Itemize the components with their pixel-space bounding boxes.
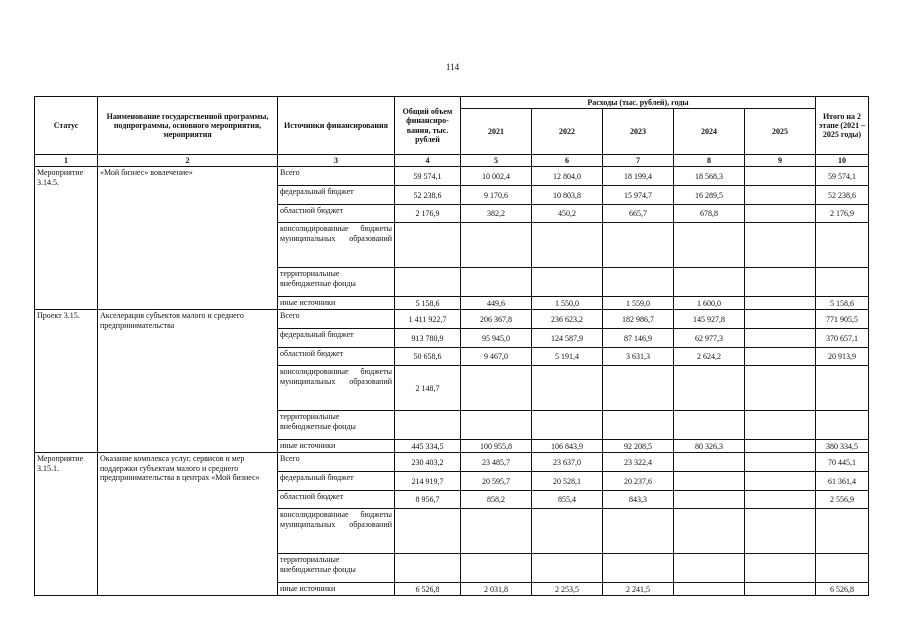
cell-total: 214 919,7 — [395, 472, 461, 491]
row-source: областной бюджет — [278, 491, 395, 509]
cell-y2021: 2 031,8 — [461, 583, 532, 596]
cell-stage — [816, 411, 869, 440]
row-source: областной бюджет — [278, 205, 395, 223]
cell-y2025 — [745, 453, 816, 472]
header-stage-total: Итого на 2 этапе (2021 – 2025 годы) — [816, 97, 869, 155]
column-number: 8 — [674, 155, 745, 167]
cell-y2022: 855,4 — [532, 491, 603, 509]
cell-y2021 — [461, 223, 532, 268]
column-number: 2 — [98, 155, 278, 167]
cell-y2025 — [745, 509, 816, 554]
cell-y2025 — [745, 440, 816, 453]
row-status: Проект 3.15. — [35, 310, 98, 453]
column-number: 3 — [278, 155, 395, 167]
cell-y2021: 858,2 — [461, 491, 532, 509]
cell-y2025 — [745, 186, 816, 205]
cell-stage: 52 238,6 — [816, 186, 869, 205]
cell-stage: 20 913,9 — [816, 348, 869, 366]
cell-stage — [816, 554, 869, 583]
column-number: 1 — [35, 155, 98, 167]
row-source: консолидированные бюджеты муниципальных образований — [278, 223, 395, 268]
cell-total: 5 158,6 — [395, 297, 461, 310]
cell-y2024 — [674, 509, 745, 554]
row-status: Мероприятие 3.14.5. — [35, 167, 98, 310]
cell-total — [395, 509, 461, 554]
cell-y2025 — [745, 366, 816, 411]
cell-y2023: 843,3 — [603, 491, 674, 509]
financing-table — [34, 96, 869, 596]
cell-y2021: 95 945,0 — [461, 329, 532, 348]
cell-y2022 — [532, 223, 603, 268]
header-year: 2023 — [603, 109, 674, 155]
row-name: «Мой бизнес» вовлечение» — [98, 167, 278, 310]
row-source: консолидированные бюджеты муниципальных образований — [278, 509, 395, 554]
cell-y2021: 100 955,8 — [461, 440, 532, 453]
cell-y2023: 3 631,3 — [603, 348, 674, 366]
cell-y2023: 23 322,4 — [603, 453, 674, 472]
cell-y2024 — [674, 223, 745, 268]
cell-y2023: 182 986,7 — [603, 310, 674, 329]
cell-y2024: 80 326,3 — [674, 440, 745, 453]
cell-y2021: 382,2 — [461, 205, 532, 223]
cell-y2022: 20 528,1 — [532, 472, 603, 491]
row-source: иные источники — [278, 440, 395, 453]
cell-y2021 — [461, 366, 532, 411]
cell-total: 52 238,6 — [395, 186, 461, 205]
cell-y2024 — [674, 472, 745, 491]
row-source: консолидированные бюджеты муниципальных образований — [278, 366, 395, 411]
table-row — [35, 453, 869, 472]
cell-y2022 — [532, 411, 603, 440]
cell-y2025 — [745, 491, 816, 509]
cell-total — [395, 223, 461, 268]
cell-total: 1 411 922,7 — [395, 310, 461, 329]
row-name: Акселерация субъектов малого и среднего предпринимательства — [98, 310, 278, 453]
cell-y2022: 23 637,0 — [532, 453, 603, 472]
cell-y2022 — [532, 366, 603, 411]
page-number: 114 — [445, 62, 460, 72]
cell-stage — [816, 509, 869, 554]
row-source: Всего — [278, 167, 395, 186]
cell-y2022: 106 843,9 — [532, 440, 603, 453]
cell-stage: 2 556,9 — [816, 491, 869, 509]
cell-y2022 — [532, 554, 603, 583]
cell-y2022: 12 804,0 — [532, 167, 603, 186]
cell-y2021: 9 170,6 — [461, 186, 532, 205]
cell-y2022: 5 191,4 — [532, 348, 603, 366]
cell-y2024: 145 927,8 — [674, 310, 745, 329]
cell-y2023 — [603, 509, 674, 554]
cell-stage — [816, 268, 869, 297]
cell-total — [395, 268, 461, 297]
column-number: 10 — [816, 155, 869, 167]
cell-y2025 — [745, 472, 816, 491]
cell-y2024 — [674, 268, 745, 297]
cell-stage: 771 905,5 — [816, 310, 869, 329]
cell-y2024 — [674, 583, 745, 596]
cell-y2023: 665,7 — [603, 205, 674, 223]
cell-y2021: 23 485,7 — [461, 453, 532, 472]
header-year: 2021 — [461, 109, 532, 155]
cell-y2025 — [745, 205, 816, 223]
header-total: Общий объем финансиро-вания, тыс. рублей — [395, 97, 461, 155]
row-name: Оказание комплекса услуг, сервисов и мер поддержки субъектам малого и среднего предпринимательства в центрах «Мой бизнес» — [98, 453, 278, 596]
cell-y2023: 15 974,7 — [603, 186, 674, 205]
cell-y2024: 1 600,0 — [674, 297, 745, 310]
cell-total — [395, 554, 461, 583]
table-row — [35, 310, 869, 329]
cell-y2025 — [745, 223, 816, 268]
cell-stage: 61 361,4 — [816, 472, 869, 491]
row-source: Всего — [278, 453, 395, 472]
cell-total: 913 780,9 — [395, 329, 461, 348]
cell-y2021: 449,6 — [461, 297, 532, 310]
cell-y2021 — [461, 509, 532, 554]
cell-y2024: 678,8 — [674, 205, 745, 223]
cell-y2024: 62 977,3 — [674, 329, 745, 348]
cell-y2023: 2 241,5 — [603, 583, 674, 596]
cell-y2024 — [674, 491, 745, 509]
header-year: 2022 — [532, 109, 603, 155]
cell-y2022: 124 587,9 — [532, 329, 603, 348]
row-source: федеральный бюджет — [278, 472, 395, 491]
header-year: 2024 — [674, 109, 745, 155]
cell-y2022: 10 803,8 — [532, 186, 603, 205]
cell-total: 2 148,7 — [395, 366, 461, 411]
cell-y2023 — [603, 366, 674, 411]
row-source: территориальные внебюджетные фонды — [278, 411, 395, 440]
cell-y2023 — [603, 554, 674, 583]
cell-stage: 370 657,1 — [816, 329, 869, 348]
table-row — [35, 167, 869, 186]
cell-y2024 — [674, 411, 745, 440]
header-year: 2025 — [745, 109, 816, 155]
cell-y2021 — [461, 268, 532, 297]
row-source: территориальные внебюджетные фонды — [278, 268, 395, 297]
row-source: территориальные внебюджетные фонды — [278, 554, 395, 583]
cell-total: 6 526,8 — [395, 583, 461, 596]
cell-y2024: 16 289,5 — [674, 186, 745, 205]
cell-stage: 380 334,5 — [816, 440, 869, 453]
column-number: 5 — [461, 155, 532, 167]
row-source: Всего — [278, 310, 395, 329]
cell-total — [395, 411, 461, 440]
cell-y2024: 2 624,2 — [674, 348, 745, 366]
row-source: иные источники — [278, 583, 395, 596]
row-source: областной бюджет — [278, 348, 395, 366]
cell-y2025 — [745, 268, 816, 297]
row-source: федеральный бюджет — [278, 329, 395, 348]
cell-y2025 — [745, 167, 816, 186]
cell-y2025 — [745, 310, 816, 329]
row-status: Мероприятие 3.15.1. — [35, 453, 98, 596]
cell-stage — [816, 223, 869, 268]
cell-total: 8 956,7 — [395, 491, 461, 509]
cell-y2023 — [603, 223, 674, 268]
header-status: Статус — [35, 97, 98, 155]
cell-y2022: 236 623,2 — [532, 310, 603, 329]
cell-y2021 — [461, 411, 532, 440]
cell-stage — [816, 366, 869, 411]
row-source: иные источники — [278, 297, 395, 310]
header-expenses: Расходы (тыс. рублей), годы — [461, 97, 816, 109]
cell-total: 445 334,5 — [395, 440, 461, 453]
cell-y2025 — [745, 411, 816, 440]
cell-y2021: 20 595,7 — [461, 472, 532, 491]
cell-y2025 — [745, 348, 816, 366]
cell-y2023: 1 559,0 — [603, 297, 674, 310]
cell-stage: 2 176,9 — [816, 205, 869, 223]
cell-y2022 — [532, 268, 603, 297]
cell-y2023: 18 199,4 — [603, 167, 674, 186]
header-source: Источники финансирования — [278, 97, 395, 155]
cell-y2021: 206 367,8 — [461, 310, 532, 329]
cell-y2021: 9 467,0 — [461, 348, 532, 366]
cell-y2024 — [674, 554, 745, 583]
cell-y2023 — [603, 411, 674, 440]
cell-y2021: 10 002,4 — [461, 167, 532, 186]
cell-y2025 — [745, 554, 816, 583]
cell-y2022: 450,2 — [532, 205, 603, 223]
column-number: 6 — [532, 155, 603, 167]
cell-y2022: 2 253,5 — [532, 583, 603, 596]
header-name: Наименование государственной программы, подпрограммы, основного мероприятия, мероприятия — [98, 97, 278, 155]
cell-y2022: 1 550,0 — [532, 297, 603, 310]
cell-total: 59 574,1 — [395, 167, 461, 186]
cell-y2025 — [745, 297, 816, 310]
cell-y2025 — [745, 329, 816, 348]
cell-y2023 — [603, 268, 674, 297]
column-number: 7 — [603, 155, 674, 167]
cell-y2024: 18 568,3 — [674, 167, 745, 186]
cell-total: 50 658,6 — [395, 348, 461, 366]
cell-y2023: 92 208,5 — [603, 440, 674, 453]
cell-y2024 — [674, 366, 745, 411]
cell-y2023: 87 146,9 — [603, 329, 674, 348]
cell-y2025 — [745, 583, 816, 596]
cell-y2021 — [461, 554, 532, 583]
cell-stage: 6 526,8 — [816, 583, 869, 596]
column-number-row — [35, 155, 869, 167]
cell-total: 230 403,2 — [395, 453, 461, 472]
column-number: 4 — [395, 155, 461, 167]
cell-stage: 70 445,1 — [816, 453, 869, 472]
column-number: 9 — [745, 155, 816, 167]
cell-total: 2 176,9 — [395, 205, 461, 223]
cell-y2022 — [532, 509, 603, 554]
cell-y2024 — [674, 453, 745, 472]
cell-stage: 59 574,1 — [816, 167, 869, 186]
cell-stage: 5 158,6 — [816, 297, 869, 310]
row-source: федеральный бюджет — [278, 186, 395, 205]
cell-y2023: 20 237,6 — [603, 472, 674, 491]
